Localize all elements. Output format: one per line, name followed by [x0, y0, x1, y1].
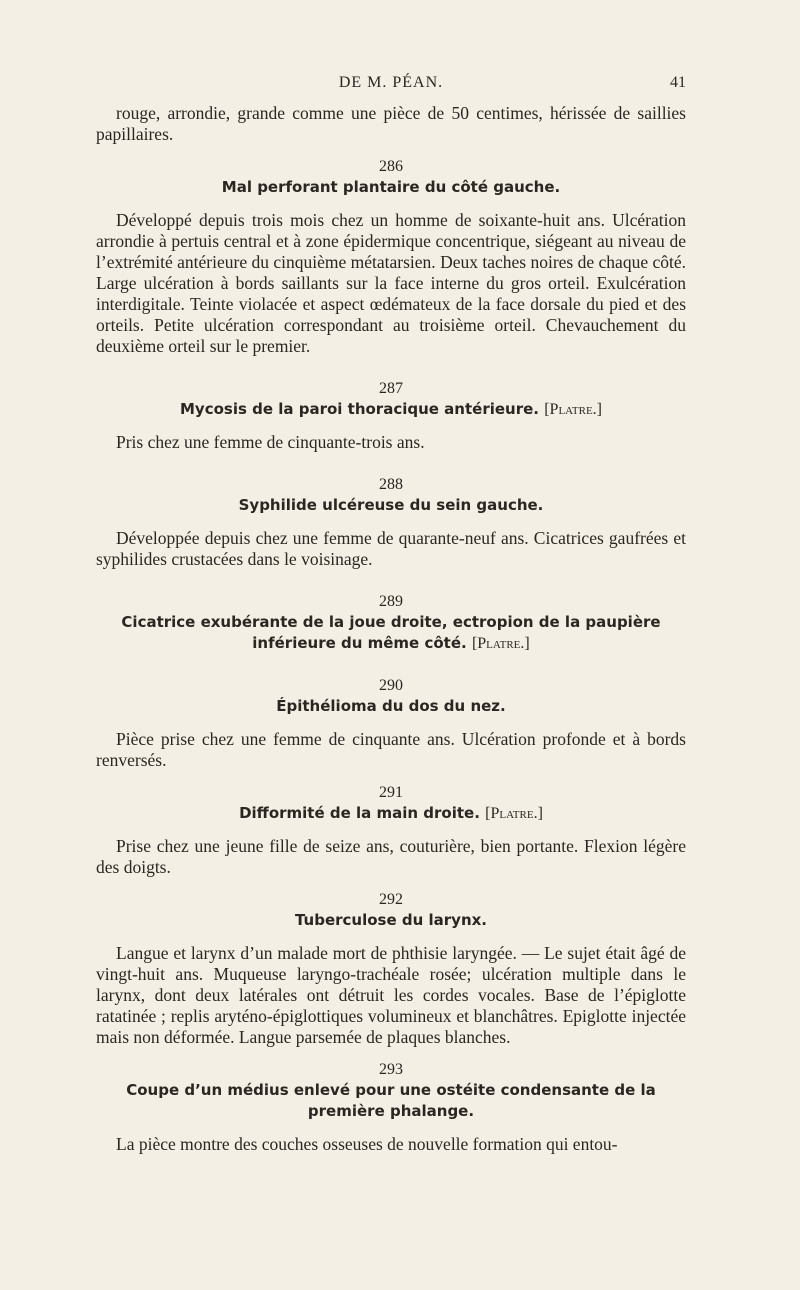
page-header: [96, 74, 686, 98]
continued-paragraph: rouge, arrondie, grande comme une pièce de 50 centimes, hérissée de saillies papillaires.: [96, 103, 686, 144]
entry-number: 292: [379, 891, 403, 908]
entry-title: Tuberculose du larynx.: [294, 911, 488, 929]
running-title: DE M. PÉAN.: [338, 74, 444, 91]
entry-291: [96, 783, 686, 878]
entry-title: Mal perforant plantaire du côté gauche.: [221, 178, 561, 196]
entry-number: 290: [379, 677, 403, 694]
entry-text: Langue et larynx d’un malade mort de phthisie laryngée. — Le sujet était âgé de vingt-huit ans. Muqueuse laryngo-trachéale rosée; ulcération multiple dans le larynx, dont deux latérales ont détruit les cordes vocales. Base de l’épiglotte ratatinée ; replis aryténo-épiglottiques volumineux et blanchâtres. Epiglotte injectée mais non déformée. Langue parsemée de plaques blanches.: [96, 943, 686, 1047]
entry-286: [96, 157, 686, 357]
entry-290: [96, 676, 686, 771]
entry-number: 286: [379, 158, 403, 175]
entry-tag: [Platre.]: [471, 635, 530, 652]
entry-number: 289: [379, 593, 403, 610]
entry-287: [96, 379, 686, 453]
entry-title: Cicatrice exubérante de la joue droite, ectropion de la paupière inférieure du même côté. [Platre.]: [121, 613, 661, 652]
entry-number: 293: [379, 1061, 403, 1078]
entry-288: [96, 475, 686, 570]
entry-title: Difformité de la main droite. [Platre.]: [239, 804, 543, 822]
entry-289: [96, 592, 686, 654]
entry-text: Développé depuis trois mois chez un homme de soixante-huit ans. Ulcération arrondie à pertuis central et à zone épidermique concentrique, siégeant au niveau de l’extrémité antérieure du cinquième métatarsien. Deux taches noires de chaque côté. Large ulcération à bords saillants sur la face interne du gros orteil. Exulcération interdigitale. Teinte violacée et aspect œdémateux de la face dorsale du pied et des orteils. Petite ulcération correspondant au troisième orteil. Chevauchement du deuxième orteil sur le premier.: [96, 210, 686, 356]
page-number: 41: [670, 74, 686, 91]
entry-number: 291: [379, 784, 403, 801]
entry-292: [96, 890, 686, 1048]
entry-text: Développée depuis chez une femme de quarante-neuf ans. Cicatrices gaufrées et syphilides crustacées dans le voisinage.: [96, 528, 686, 569]
entry-293: [96, 1060, 686, 1155]
page-body: [96, 103, 686, 1155]
entry-text: La pièce montre des couches osseuses de nouvelle formation qui entou-: [116, 1134, 618, 1154]
entry-title: Épithélioma du dos du nez.: [276, 697, 506, 715]
entry-tag: [Platre.]: [544, 401, 602, 418]
entry-number: 287: [379, 380, 403, 397]
entry-title: Mycosis de la paroi thoracique antérieure. [Platre.]: [179, 400, 602, 418]
entry-text: Prise chez une jeune fille de seize ans, couturière, bien portante. Flexion légère des doigts.: [96, 836, 686, 877]
entry-text: Pris chez une femme de cinquante-trois ans.: [116, 432, 425, 452]
entry-tag: [Platre.]: [485, 805, 543, 822]
entry-title: Syphilide ulcéreuse du sein gauche.: [238, 496, 544, 514]
entry-title: Coupe d’un médius enlevé pour une ostéite condensante de la première phalange.: [126, 1081, 656, 1120]
entry-number: 288: [379, 476, 403, 493]
entry-text: Pièce prise chez une femme de cinquante ans. Ulcération profonde et à bords renversés.: [96, 729, 686, 770]
